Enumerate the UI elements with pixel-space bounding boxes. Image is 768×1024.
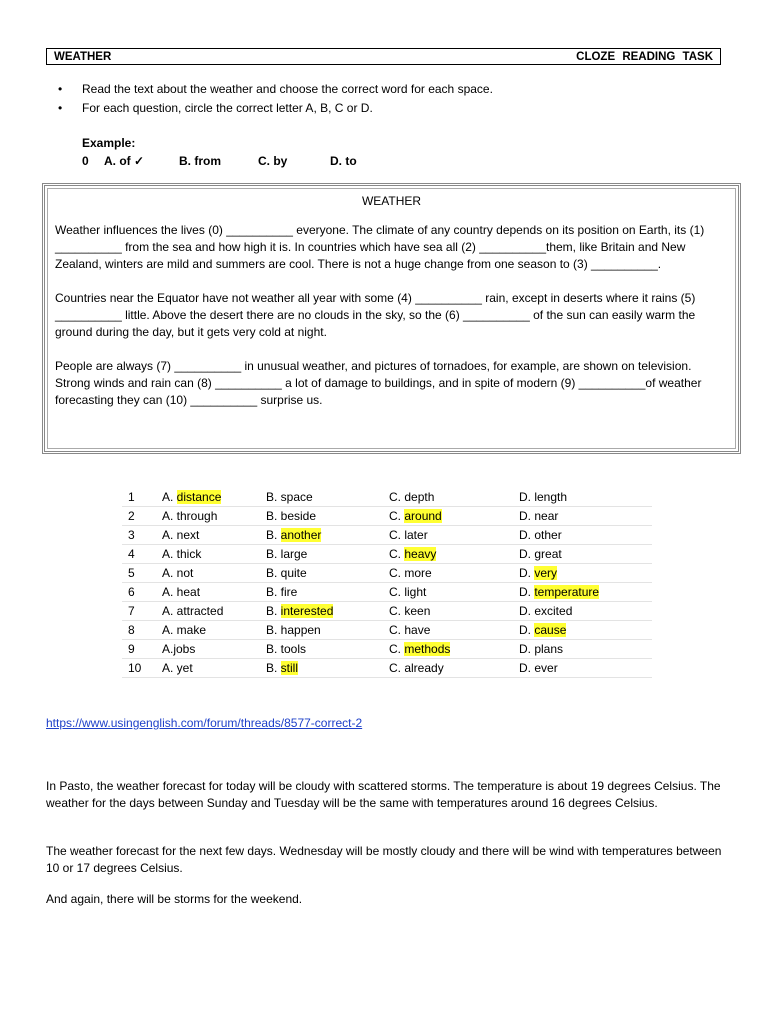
question-number: 1 [122,488,162,507]
option-b[interactable] [266,583,389,602]
option-word: happen [280,623,321,637]
option-word: fire [280,585,298,599]
option-word: attracted [176,604,224,618]
option-word: ever [534,661,558,675]
option-letter: C. [389,547,405,561]
option-letter: C. [389,604,405,618]
option-letter: A. [162,623,177,637]
option-a[interactable] [162,640,266,659]
highlighted-answer: interested [280,604,334,618]
option-c[interactable] [389,545,519,564]
passage-title: WEATHER [361,194,422,208]
option-word: through [176,509,218,523]
answer-row [122,564,652,583]
answer-row [122,545,652,564]
example-option-c: C. by [258,154,288,168]
instructions-list [44,80,493,118]
forecast-paragraph: And again, there will be storms for the weekend. [46,892,303,906]
option-word: not [176,566,194,580]
option-letter: C. [389,566,405,580]
option-c[interactable] [389,583,519,602]
option-word: tools [280,642,307,656]
option-letter: C. [389,642,405,656]
question-number: 8 [122,621,162,640]
option-letter: B. [266,509,281,523]
question-number: 4 [122,545,162,564]
option-d[interactable] [519,507,652,526]
option-word: beside [280,509,317,523]
header-title: WEATHER [54,50,112,63]
question-number: 9 [122,640,162,659]
option-word: depth [404,490,435,504]
option-a[interactable] [162,564,266,583]
option-a[interactable] [162,545,266,564]
option-letter: A. [162,604,177,618]
answer-row [122,507,652,526]
option-letter: A. [162,585,177,599]
option-c[interactable] [389,640,519,659]
option-word: next [176,528,200,542]
option-letter: A. [162,566,177,580]
option-letter: D. [519,566,535,580]
answer-row [122,640,652,659]
option-letter: B. [266,604,281,618]
highlighted-answer: distance [176,490,222,504]
highlighted-answer: another [280,528,322,542]
answer-row [122,488,652,507]
answer-row [122,659,652,678]
worksheet-header [46,48,721,65]
example-option-b: B. from [179,154,221,168]
option-c[interactable] [389,602,519,621]
option-word: near [534,509,559,523]
option-word: excited [534,604,573,618]
answer-row [122,583,652,602]
option-letter: C. [389,509,405,523]
highlighted-answer: very [534,566,558,580]
option-b[interactable] [266,564,389,583]
option-a[interactable] [162,526,266,545]
option-c[interactable] [389,526,519,545]
option-letter: D. [519,528,535,542]
option-word: other [534,528,562,542]
option-letter: C. [389,623,405,637]
answer-row [122,526,652,545]
highlighted-answer: temperature [534,585,600,599]
option-d[interactable] [519,488,652,507]
option-letter: D. [519,490,535,504]
option-b[interactable] [266,526,389,545]
highlighted-answer: around [404,509,442,523]
highlighted-answer: still [280,661,299,675]
option-d[interactable] [519,640,652,659]
option-letter: B. [266,528,281,542]
highlighted-answer: methods [404,642,451,656]
option-letter: D. [519,604,535,618]
option-word: light [404,585,427,599]
option-letter: C. [389,528,405,542]
highlighted-answer: cause [534,623,567,637]
option-a[interactable] [162,602,266,621]
example-option-a: A. of ✓ [104,154,145,168]
answer-row [122,621,652,640]
option-word: jobs [173,642,196,656]
option-c[interactable] [389,659,519,678]
option-letter: A. [162,547,177,561]
forecast-paragraph: The weather forecast for the next few days. Wednesday will be mostly cloudy and there will be wind with temperatures between 10 or 17 degrees Celsius. [46,844,722,875]
option-word: yet [176,661,193,675]
passage-paragraph: People are always (7) __________ in unusual weather, and pictures of tornadoes, for example, are shown on television. Strong winds and rain can (8) __________ a lot of damage to buildings, and in spite of modern (9) __________of weather forecasting they can (10) __________ surprise us. [55,359,702,407]
option-letter: C. [389,661,405,675]
example-option-d: D. to [330,154,357,168]
option-word: later [404,528,428,542]
question-number: 10 [122,659,162,678]
passage-paragraph: Countries near the Equator have not weather all year with some (4) __________ rain, except in deserts where it rains (5) __________ little. Above the desert there are no clouds in the sky, so the (6) __________ of the sun can easily warm the ground during the day, but it gets very cold at night. [55,291,696,339]
option-word: great [534,547,562,561]
option-d[interactable] [519,564,652,583]
option-letter: B. [266,566,281,580]
option-letter: A. [162,528,177,542]
answer-options-table [122,488,652,678]
option-b[interactable] [266,621,389,640]
highlighted-answer: heavy [404,547,437,561]
option-b[interactable] [266,659,389,678]
passage-paragraph: Weather influences the lives (0) __________ everyone. The climate of any country depends on its position on Earth, its (1) __________ from the sea and how high it is. In countries which have sea all (2) __________them, like Britain and New Zealand, winters are mild and summers are cool. There is not a huge change from one season to (3) __________. [55,223,705,271]
option-b[interactable] [266,640,389,659]
option-d[interactable] [519,545,652,564]
question-number: 2 [122,507,162,526]
option-letter: D. [519,585,535,599]
question-number: 5 [122,564,162,583]
option-word: heat [176,585,201,599]
option-word: quite [280,566,307,580]
question-number: 6 [122,583,162,602]
option-word: plans [534,642,564,656]
option-word: keen [404,604,431,618]
source-link[interactable]: https://www.usingenglish.com/forum/threads/8577-correct-2 [46,716,363,730]
option-word: space [280,490,313,504]
option-letter: C. [389,490,405,504]
option-letter: A. [162,490,177,504]
forecast-paragraph: In Pasto, the weather forecast for today will be cloudy with scattered storms. The temperature is about 19 degrees Celsius. The weather for the days between Sunday and Tuesday will be the same with temperatures around 16 degrees Celsius. [46,779,721,810]
option-d[interactable] [519,621,652,640]
cloze-passage-box [42,183,741,454]
option-word: have [404,623,431,637]
option-b[interactable] [266,545,389,564]
question-number: 3 [122,526,162,545]
option-a[interactable] [162,621,266,640]
option-letter: D. [519,642,535,656]
option-letter: B. [266,585,281,599]
option-letter: B. [266,661,281,675]
option-d[interactable] [519,602,652,621]
option-c[interactable] [389,621,519,640]
option-letter: D. [519,661,535,675]
answer-row [122,602,652,621]
option-word: large [280,547,308,561]
example-label: Example: [82,136,136,150]
option-word: already [404,661,444,675]
option-a[interactable] [162,488,266,507]
option-b[interactable] [266,488,389,507]
header-task-type: CLOZE READING TASK [576,50,713,63]
option-letter: B. [266,642,281,656]
option-d[interactable] [519,526,652,545]
option-d[interactable] [519,659,652,678]
option-letter: B. [266,623,281,637]
option-letter: A. [162,509,177,523]
option-c[interactable] [389,507,519,526]
option-letter: B. [266,490,281,504]
option-a[interactable] [162,583,266,602]
option-a[interactable] [162,507,266,526]
option-d[interactable] [519,583,652,602]
option-letter: D. [519,623,535,637]
option-a[interactable] [162,659,266,678]
instruction-item: • Read the text about the weather and choose the correct word for each space. [44,80,493,99]
option-letter: A. [162,642,174,656]
option-word: more [404,566,432,580]
option-letter: A. [162,661,177,675]
option-word: thick [176,547,202,561]
example-number: 0 [82,154,89,168]
option-word: make [176,623,207,637]
question-number: 7 [122,602,162,621]
option-c[interactable] [389,488,519,507]
option-word: length [534,490,568,504]
option-b[interactable] [266,507,389,526]
option-letter: D. [519,509,535,523]
option-letter: B. [266,547,281,561]
instruction-item: • For each question, circle the correct letter A, B, C or D. [44,99,493,118]
option-letter: D. [519,547,535,561]
option-b[interactable] [266,602,389,621]
option-letter: C. [389,585,405,599]
option-c[interactable] [389,564,519,583]
